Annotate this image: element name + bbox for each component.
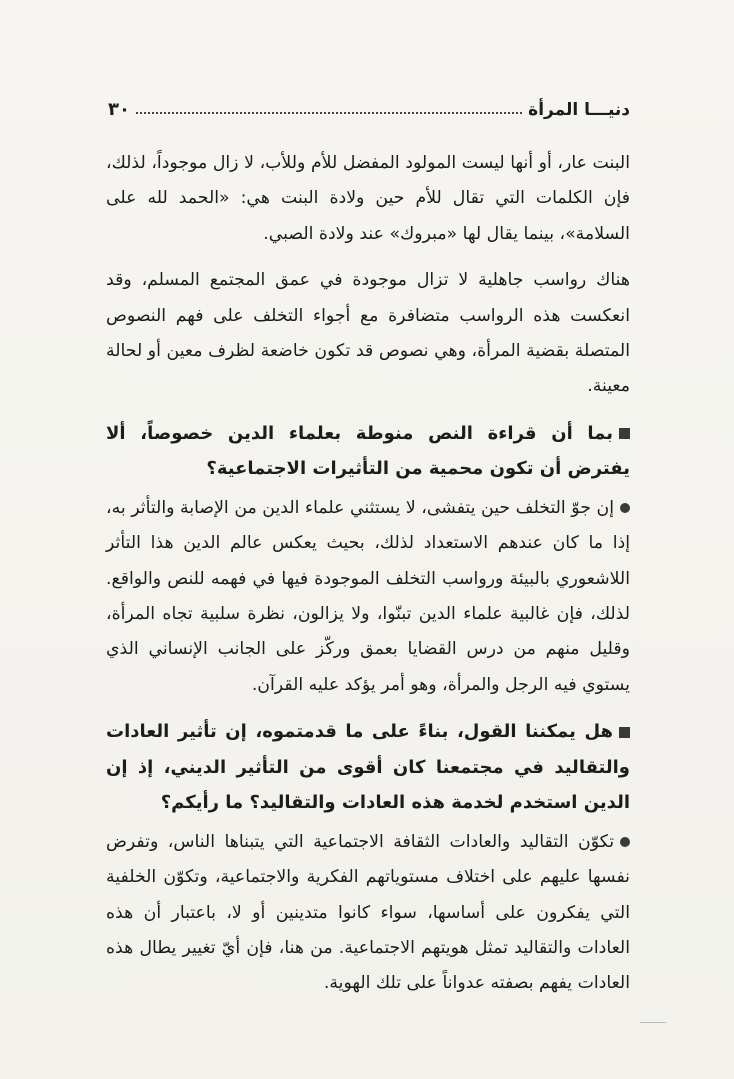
page-header <box>108 92 630 120</box>
answer-text: إن جوّ التخلف حين يتفشى، لا يستثني علماء الدين من الإصابة والتأثر به، إذا ما كان عندهم الاستعداد لذلك، بحيث يعكس عالم الدين هذا التأثر اللاشعوري بالبيئة ورواسب التخلف الموجودة فيها في فهمه للنص والواقع. لذلك، فإن غالبية علماء الدين تبنّوا، ولا يزالون، نظرة سلبية تجاه المرأة، وقليل منهم من درس القضايا بعمق وركّز على الجانب الإنساني الذي يستوي فيه الرجل والمرأة، وهو أمر يؤكد عليه القرآن. <box>106 497 630 695</box>
paragraph-text: البنت عار، أو أنها ليست المولود المفضل للأم وللأب، لا زال موجوداً، لذلك، فإن الكلمات التي تقال للأم حين ولادة البنت هي: «الحمد لله على السلامة»، بينما يقال لها «مبروك» عند ولادة الصبي. <box>106 153 630 244</box>
question-text: بما أن قراءة النص منوطة بعلماء الدين خصوصاً، ألا يفترض أن تكون محمية من التأثيرات الاجتماعية؟ <box>106 422 630 480</box>
interview-question <box>106 714 630 821</box>
dot-bullet-icon <box>620 503 630 513</box>
page-number: ٣٠ <box>108 99 130 120</box>
header-dotted-leader <box>136 112 522 114</box>
question-text: هل يمكننا القول، بناءً على ما قدمتموه، إن تأثير العادات والتقاليد في مجتمعنا كان أقوى من التأثير الديني، إذ إن الدين استخدم لخدمة هذه العادات والتقاليد؟ ما رأيكم؟ <box>106 721 630 814</box>
paragraph <box>106 263 630 405</box>
square-bullet-icon <box>619 727 630 738</box>
paragraph-text: هناك رواسب جاهلية لا تزال موجودة في عمق المجتمع المسلم، وقد انعكست هذه الرواسب متضافرة مع أجواء التخلف على فهم النصوص المتصلة بقضية المرأة، وهي نصوص قد تكون خاضعة لظرف معين أو لحالة معينة. <box>106 270 630 397</box>
square-bullet-icon <box>619 428 630 439</box>
page-body <box>106 146 630 1013</box>
interview-answer <box>106 825 630 1002</box>
paragraph <box>106 146 630 252</box>
interview-question <box>106 416 630 487</box>
scan-mark <box>640 1022 666 1023</box>
answer-text: تكوّن التقاليد والعادات الثقافة الاجتماعية التي يتبناها الناس، وتفرض نفسها عليهم على اختلاف مستوياتهم الفكرية والاجتماعية، وتكوّن الخلفية التي يفكرون على أساسها، سواء كانوا متدينين أو لا، باعتبار أن هذه العادات والتقاليد تمثل هويتهم الاجتماعية. من هنا، فإن أيّ تغيير يطال هذه العادات يفهم بصفته عدواناً على تلك الهوية. <box>106 831 630 994</box>
running-title: دنيـــا المرأة <box>528 100 630 120</box>
dot-bullet-icon <box>620 837 630 847</box>
interview-answer <box>106 491 630 703</box>
